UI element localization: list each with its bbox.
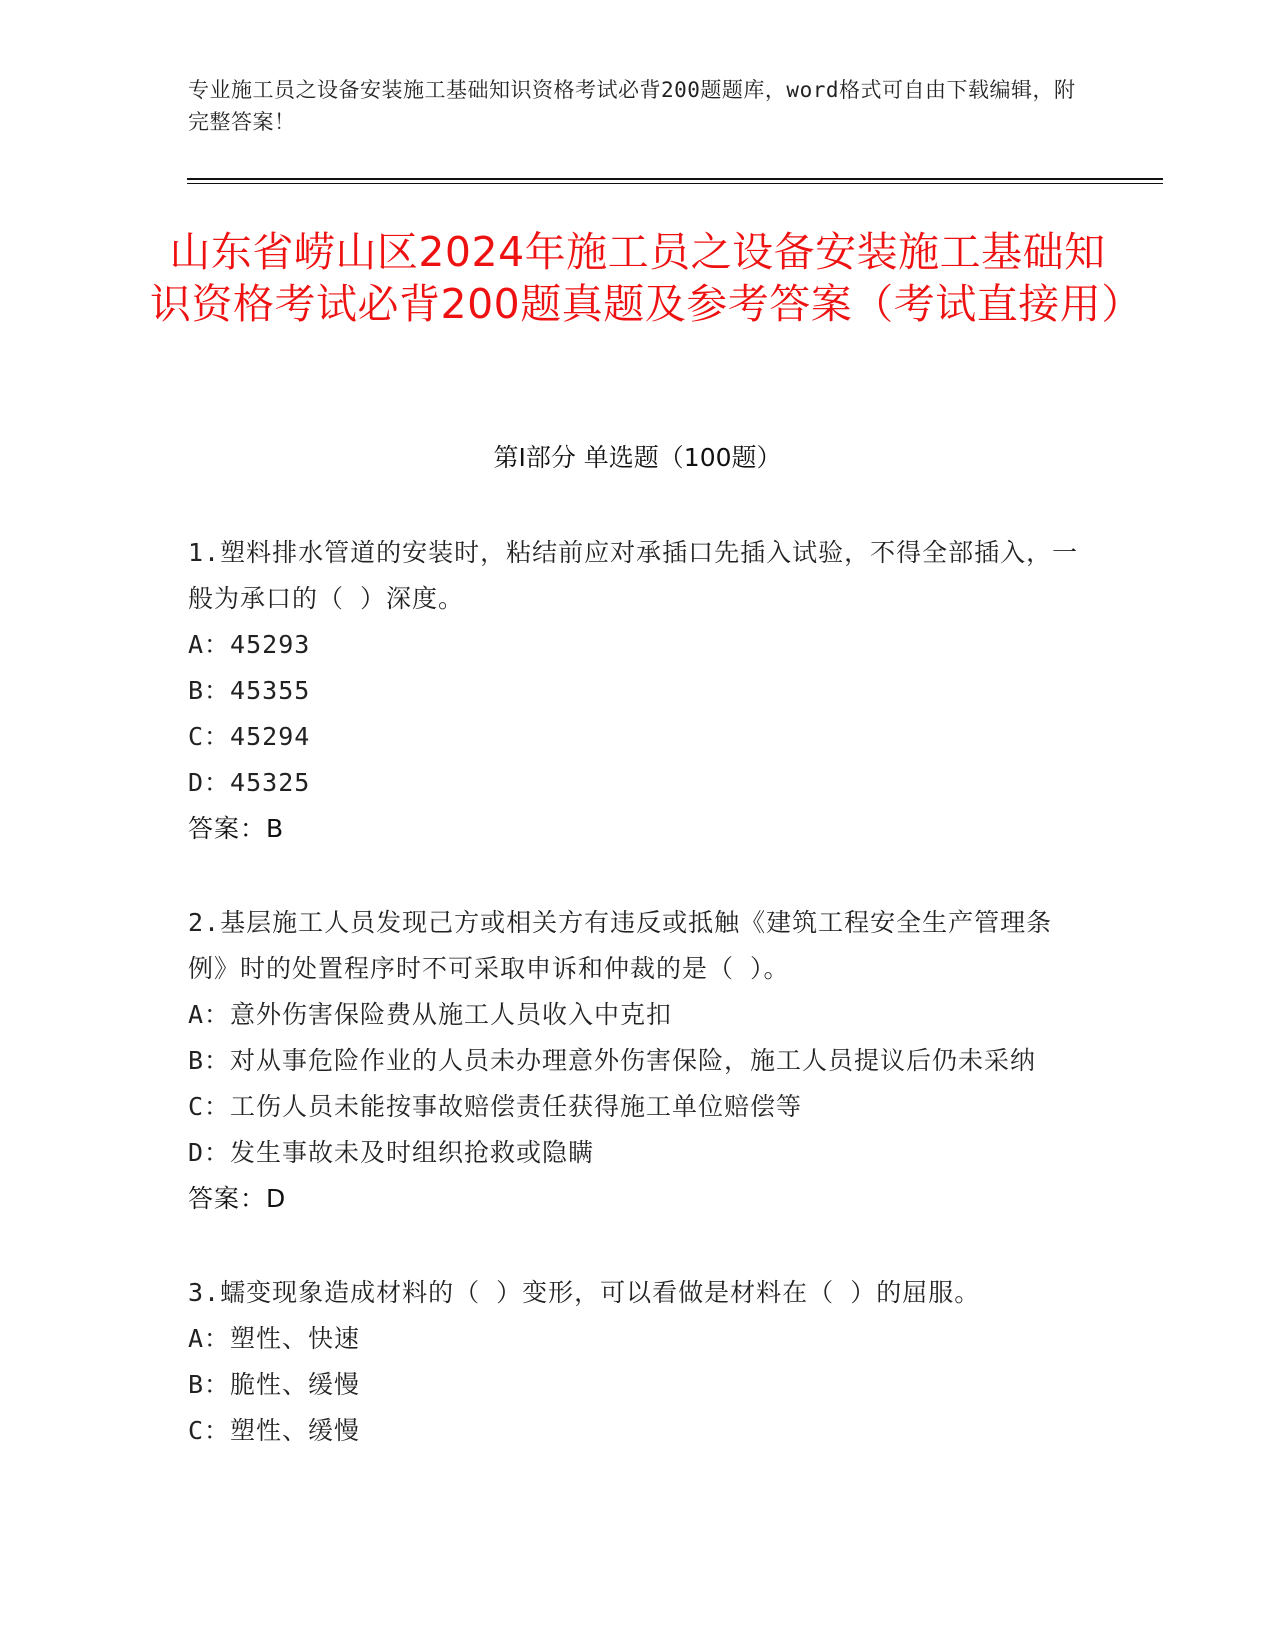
- document-title: 山东省崂山区2024年施工员之设备安装施工基础知识资格考试必背200题真题及参考答案（考试直接用）: [150, 228, 1143, 328]
- question-list: [188, 530, 1088, 1502]
- option-d: D：发生事故未及时组织抢救或隐瞒: [188, 1138, 595, 1167]
- question-stem: 3.蠕变现象造成材料的（ ）变形，可以看做是材料在（ ）的屈服。: [188, 1278, 981, 1307]
- option-c: C：塑性、缓慢: [188, 1416, 361, 1445]
- section-title: 第Ⅰ部分 单选题（100题）: [493, 443, 782, 472]
- header-note: 专业施工员之设备安装施工基础知识资格考试必背200题题库，word格式可自由下载编辑，附完整答案！: [188, 78, 1076, 134]
- option-c: C：45294: [188, 722, 311, 751]
- question-stem: 2.基层施工人员发现己方或相关方有违反或抵触《建筑工程安全生产管理条例》时的处置程序时不可采取申诉和仲裁的是（ ）。: [188, 908, 1053, 983]
- option-b: B：脆性、缓慢: [188, 1370, 361, 1399]
- option-a: A：45293: [188, 630, 311, 659]
- option-a: A：塑性、快速: [188, 1324, 361, 1353]
- option-b: B：45355: [188, 676, 311, 705]
- question-2: [188, 900, 1088, 1222]
- answer: 答案：B: [188, 814, 285, 843]
- option-d: D：45325: [188, 768, 311, 797]
- option-c: C：工伤人员未能按事故赔偿责任获得施工单位赔偿等: [188, 1092, 803, 1121]
- question-3: [188, 1270, 1088, 1454]
- question-1: [188, 530, 1088, 852]
- answer: 答案：D: [188, 1184, 287, 1213]
- question-stem: 1.塑料排水管道的安装时，粘结前应对承插口先插入试验，不得全部插入，一般为承口的（ ）深度。: [188, 538, 1079, 613]
- header-divider-thin: [187, 183, 1163, 184]
- option-b: B：对从事危险作业的人员未办理意外伤害保险，施工人员提议后仍未采纳: [188, 1046, 1037, 1075]
- header-divider-thick: [187, 178, 1163, 180]
- option-a: A：意外伤害保险费从施工人员收入中克扣: [188, 1000, 673, 1029]
